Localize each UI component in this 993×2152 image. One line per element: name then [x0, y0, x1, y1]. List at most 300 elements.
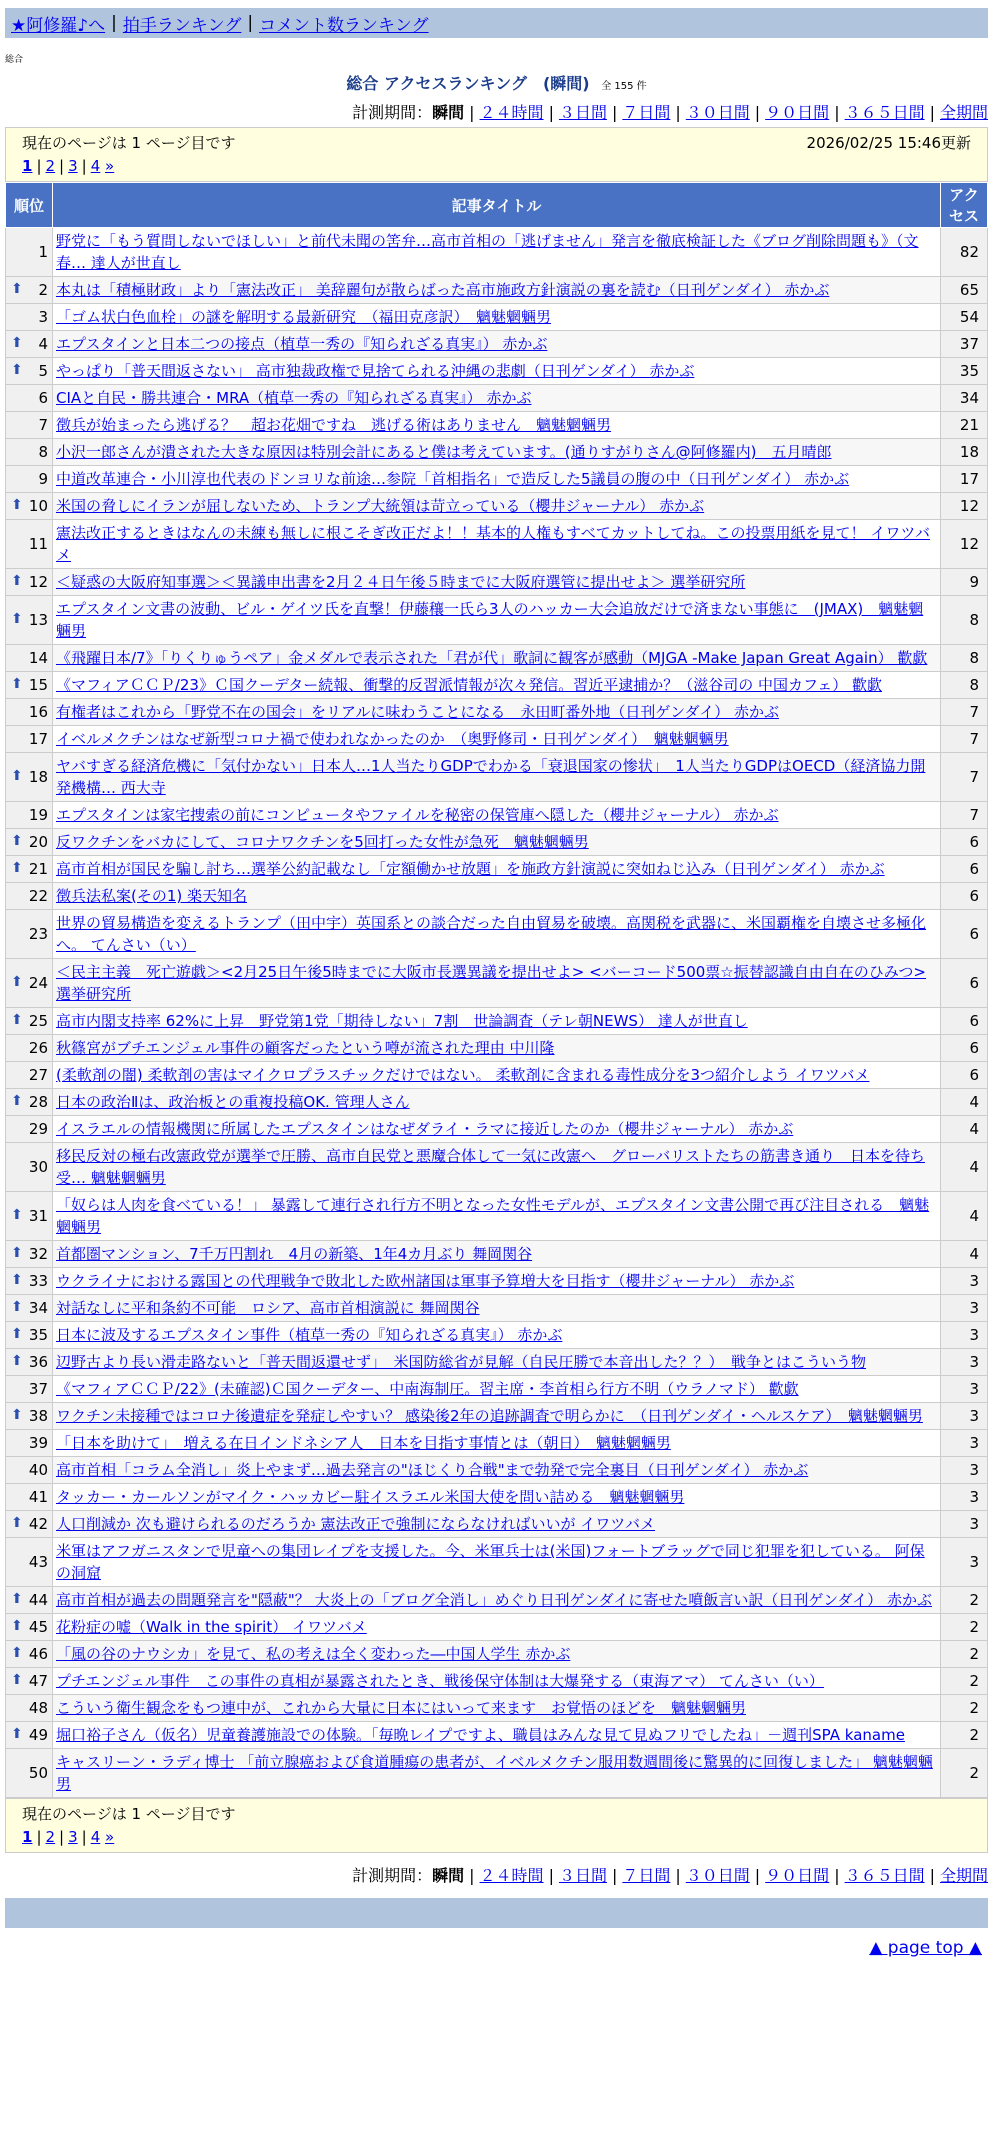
applause-ranking-link[interactable]: 拍手ランキング	[122, 15, 242, 36]
table-row	[6, 1403, 988, 1430]
title-cell	[53, 1295, 941, 1322]
article-link[interactable]: 「奴らは人肉を食べている！」 暴露して連行され行方不明となった女性モデルが、エプスタイン文書公開で再び注目される 魑魅魍魎男	[56, 1196, 930, 1236]
rank-up-arrow-icon: ⬆	[11, 1515, 23, 1531]
pager-bottom	[5, 1798, 988, 1853]
access-count: 2	[941, 1641, 988, 1668]
period-option[interactable]: ７日間	[622, 1866, 671, 1885]
table-row	[6, 829, 988, 856]
rank-number: 29	[28, 1120, 48, 1138]
article-link[interactable]: 中道改革連合・小川淳也代表のドンヨリな前途…参院「首相指名」で造反した5議員の腹の中（日刊ゲンダイ） 赤かぶ	[56, 470, 850, 488]
article-link[interactable]: プチエンジェル事件 この事件の真相が暴露されたとき、戦後保守体制は大爆発する（東海アマ） てんさい（い）	[56, 1672, 824, 1690]
access-count: 4	[941, 1192, 988, 1241]
table-row	[6, 645, 988, 672]
page-separator: |	[81, 157, 87, 175]
period-option[interactable]: ３０日間	[685, 103, 750, 122]
access-count: 4	[941, 1116, 988, 1143]
title-cell	[53, 753, 941, 802]
period-option[interactable]: ３６５日間	[844, 1866, 925, 1885]
article-link[interactable]: 《マフィアＣＣＰ/22》(未確認)Ｃ国クーデター、中南海制圧。習主席・李首相ら行方不明（ウラノマド） 歡歔	[56, 1380, 799, 1398]
rank-number: 19	[28, 806, 48, 824]
page-links	[22, 1828, 971, 1846]
article-link[interactable]: ヤバすぎる経済危機に「気付かない」日本人…1人当たりGDPでわかる「衰退国家の惨状」 1人当たりGDPはOECD（経済協力開発機構… 西大寺	[56, 757, 926, 797]
access-count: 3	[941, 1403, 988, 1430]
title-cell	[53, 1430, 941, 1457]
table-row	[6, 412, 988, 439]
rank-number: 6	[38, 389, 48, 407]
rank-cell	[6, 331, 53, 358]
title-cell	[53, 645, 941, 672]
table-row	[6, 959, 988, 1008]
title-cell	[53, 228, 941, 277]
rank-cell	[6, 520, 53, 569]
period-separator: |	[834, 1866, 840, 1885]
article-link[interactable]: 世界の貿易構造を変えるトランプ（田中宇）英国系との談合だった自由貿易を破壊。高関税を武器に、米国覇権を自壊させ多極化へ。 てんさい（い）	[56, 914, 927, 954]
table-row	[6, 1376, 988, 1403]
access-count: 6	[941, 856, 988, 883]
table-row	[6, 1484, 988, 1511]
table-row	[6, 520, 988, 569]
rank-cell	[6, 910, 53, 959]
rank-cell	[6, 1008, 53, 1035]
rank-cell	[6, 569, 53, 596]
period-option[interactable]: ９０日間	[765, 1866, 830, 1885]
rank-cell	[6, 1062, 53, 1089]
page-link[interactable]: 1	[22, 1828, 33, 1846]
rank-cell	[6, 1295, 53, 1322]
rank-up-arrow-icon: ⬆	[11, 1012, 23, 1028]
article-link[interactable]: 「ゴム状白色血栓」の謎を解明する最新研究 （福田克彦訳） 魑魅魍魎男	[56, 308, 552, 326]
period-option[interactable]: ３６５日間	[844, 103, 925, 122]
title-cell	[53, 1641, 941, 1668]
period-selector-bottom	[5, 1863, 988, 1886]
table-row	[6, 1089, 988, 1116]
access-count: 3	[941, 1484, 988, 1511]
table-row	[6, 1035, 988, 1062]
period-label: 計測期間：	[352, 103, 433, 122]
rank-cell	[6, 358, 53, 385]
access-count: 6	[941, 883, 988, 910]
access-count: 4	[941, 1241, 988, 1268]
page-link[interactable]: 2	[45, 157, 56, 175]
rank-cell	[6, 1376, 53, 1403]
home-link[interactable]: ★阿修羅♪へ	[11, 15, 106, 36]
article-link[interactable]: 高市首相が過去の問題発言を"隠蔽"？ 大炎上の「ブログ全消し」めぐり日刊ゲンダイに寄せた噴飯言い訳（日刊ゲンダイ） 赤かぶ	[56, 1591, 932, 1609]
period-separator: |	[548, 1866, 554, 1885]
rank-cell	[6, 753, 53, 802]
rank-up-arrow-icon: ⬆	[11, 1618, 23, 1634]
comment-ranking-link[interactable]: コメント数ランキング	[259, 15, 429, 36]
table-row	[6, 1668, 988, 1695]
access-count: 82	[941, 228, 988, 277]
period-option: 瞬間	[432, 1866, 465, 1885]
access-count: 6	[941, 959, 988, 1008]
access-count: 2	[941, 1614, 988, 1641]
rank-header: 順位	[6, 183, 53, 228]
rank-cell	[6, 1695, 53, 1722]
access-count: 35	[941, 358, 988, 385]
rank-number: 31	[28, 1207, 48, 1225]
access-count: 4	[941, 1089, 988, 1116]
rank-number: 48	[28, 1699, 48, 1717]
period-separator: |	[675, 103, 681, 122]
title-cell	[53, 856, 941, 883]
title-cell	[53, 1722, 941, 1749]
title-cell	[53, 802, 941, 829]
rank-number: 13	[28, 611, 48, 629]
rank-cell	[6, 1403, 53, 1430]
article-link[interactable]: 徴兵法私案(その1) 楽天知名	[56, 887, 248, 905]
title-cell	[53, 1403, 941, 1430]
table-row	[6, 358, 988, 385]
table-row	[6, 1614, 988, 1641]
article-link[interactable]: 小沢一郎さんが潰された大きな原因は特別会計にあると僕は考えています。(通りすがりさん@阿修羅内) 五月晴郎	[56, 443, 832, 461]
article-link[interactable]: イベルメクチンはなぜ新型コロナ禍で使われなかったのか （奥野修司・日刊ゲンダイ） 魑魅魍魎男	[56, 730, 729, 748]
table-row	[6, 493, 988, 520]
access-count: 6	[941, 1035, 988, 1062]
rank-cell	[6, 1116, 53, 1143]
article-link[interactable]: 高市首相が国民を騙し討ち…選挙公約記載なし「定額働かせ放題」を施政方針演説に突如ねじ込み（日刊ゲンダイ） 赤かぶ	[56, 860, 885, 878]
access-count: 6	[941, 1062, 988, 1089]
access-count: 4	[941, 1143, 988, 1192]
rank-cell	[6, 829, 53, 856]
rank-number: 27	[28, 1066, 48, 1084]
rank-up-arrow-icon: ⬆	[11, 1207, 23, 1223]
rank-cell	[6, 412, 53, 439]
table-row	[6, 228, 988, 277]
rank-number: 25	[28, 1012, 48, 1030]
article-link[interactable]: 「日本を助けて」 増える在日インドネシア人 日本を目指す事情とは（朝日） 魑魅魍魎男	[56, 1434, 671, 1452]
article-link[interactable]: エプスタインと日本二つの接点（植草一秀の『知られざる真実』） 赤かぶ	[56, 335, 548, 353]
rank-number: 26	[28, 1039, 48, 1057]
rank-cell	[6, 228, 53, 277]
access-count: 3	[941, 1268, 988, 1295]
rank-number: 16	[28, 703, 48, 721]
access-count: 3	[941, 1349, 988, 1376]
access-count: 8	[941, 672, 988, 699]
rank-cell	[6, 1722, 53, 1749]
article-link[interactable]: 徴兵が始まったら逃げる？ 超お花畑ですね 逃げる術はありません 魑魅魍魎男	[56, 416, 612, 434]
rank-cell	[6, 1268, 53, 1295]
rank-cell	[6, 672, 53, 699]
page-link[interactable]: 4	[90, 1828, 101, 1846]
table-row	[6, 596, 988, 645]
article-link[interactable]: 日本の政治Ⅱは、政治板との重複投稿OK. 管理人さん	[56, 1093, 410, 1111]
article-link[interactable]: 《飛躍日本/7》「りくりゅうペア」金メダルで表示された「君が代」歌詞に観客が感動（MJGA -Make Japan Great Again） 歡歔	[56, 649, 928, 667]
page-title	[5, 71, 988, 94]
title-cell	[53, 699, 941, 726]
rank-cell	[6, 596, 53, 645]
rank-cell	[6, 1143, 53, 1192]
rank-cell	[6, 1641, 53, 1668]
rank-up-arrow-icon: ⬆	[11, 1672, 23, 1688]
access-count: 7	[941, 753, 988, 802]
title-cell	[53, 358, 941, 385]
page-separator: |	[36, 1828, 42, 1846]
period-separator: |	[611, 103, 618, 122]
article-link[interactable]: 《マフィアＣＣＰ/23》Ｃ国クーデター続報、衝撃的反習派情報が次々発信。習近平逮捕か？（滋谷司の 中国カフェ） 歡歔	[56, 676, 882, 694]
period-option[interactable]: ２４時間	[479, 103, 544, 122]
rank-number: 50	[28, 1764, 48, 1782]
table-row	[6, 1295, 988, 1322]
page-separator: |	[81, 1828, 87, 1846]
article-link[interactable]: エプスタイン文書の波動、ビル・ゲイツ氏を直撃！伊藤穰一氏ら3人のハッカー大会追放だけで済まない事態に (JMAX) 魑魅魍魎男	[56, 600, 924, 640]
article-link[interactable]: 高市内閣支持率 62%に上昇 野党第1党「期待しない」7割 世論調査（テレ朝NEWS） 達人が世直し	[56, 1012, 748, 1030]
article-link[interactable]: エプスタインは家宅捜索の前にコンピュータやファイルを秘密の保管庫へ隠した（櫻井ジャーナル） 赤かぶ	[56, 806, 779, 824]
article-link[interactable]: (柔軟剤の闇) 柔軟剤の害はマイクロプラスチックだけではない。 柔軟剤に含まれる毒性成分を3つ紹介しよう イワツバメ	[56, 1066, 870, 1084]
period-separator: |	[611, 1866, 618, 1885]
table-row	[6, 699, 988, 726]
access-count: 3	[941, 1376, 988, 1403]
rank-cell	[6, 1668, 53, 1695]
table-row	[6, 883, 988, 910]
rank-up-arrow-icon: ⬆	[11, 335, 23, 351]
article-link[interactable]: CIAと自民・勝共連合・MRA（植草一秀の『知られざる真実』） 赤かぶ	[56, 389, 532, 407]
access-count: 3	[941, 1511, 988, 1538]
article-link[interactable]: 有権者はこれから「野党不在の国会」をリアルに味わうことになる 永田町番外地（日刊ゲンダイ） 赤かぶ	[56, 703, 779, 721]
rank-number: 35	[28, 1326, 48, 1344]
rank-number: 12	[28, 573, 48, 591]
period-option[interactable]: ３日間	[558, 103, 607, 122]
rank-number: 42	[28, 1515, 48, 1533]
rank-cell	[6, 277, 53, 304]
rank-up-arrow-icon: ⬆	[11, 1407, 23, 1423]
article-link[interactable]: 花粉症の嘘（Walk in the spirit） イワツバメ	[56, 1618, 367, 1636]
title-cell	[53, 829, 941, 856]
rank-up-arrow-icon: ⬆	[11, 833, 23, 849]
article-link[interactable]: 堀口裕子さん（仮名）児童養護施設での体験。「毎晩レイプですよ、職員はみんな見て見ぬフリでしたね」－週刊SPA kaname	[56, 1726, 905, 1744]
access-count: 8	[941, 596, 988, 645]
title-cell	[53, 1668, 941, 1695]
period-option[interactable]: 全期間	[939, 103, 988, 122]
period-option[interactable]: ３０日間	[685, 1866, 750, 1885]
period-option[interactable]: 全期間	[939, 1866, 988, 1885]
rank-up-arrow-icon: ⬆	[11, 1093, 23, 1109]
article-link[interactable]: 移民反対の極右改憲政党が選挙で圧勝、高市自民党と悪魔合体して一気に改憲へ グローバリストたちの筋書き通り 日本を待ち受… 魑魅魍魎男	[56, 1147, 925, 1187]
article-link[interactable]: ＜疑惑の大阪府知事選＞＜異議申出書を2月２４日午後５時までに大阪府選管に提出せよ＞ 選挙研究所	[56, 573, 746, 591]
period-option: 瞬間	[432, 103, 465, 122]
rank-number: 4	[38, 335, 48, 353]
article-link[interactable]: 本丸は「積極財政」より「憲法改正」 美辞麗句が散らばった高市施政方針演説の裏を読む（日刊ゲンダイ） 赤かぶ	[56, 281, 830, 299]
title-cell	[53, 466, 941, 493]
table-row	[6, 1322, 988, 1349]
rank-cell	[6, 439, 53, 466]
period-option[interactable]: ９０日間	[765, 103, 830, 122]
rank-number: 28	[28, 1093, 48, 1111]
rank-cell	[6, 1241, 53, 1268]
rank-number: 32	[28, 1245, 48, 1263]
access-count: 2	[941, 1587, 988, 1614]
rank-cell	[6, 466, 53, 493]
rank-number: 47	[28, 1672, 48, 1690]
rank-number: 8	[38, 443, 48, 461]
rank-up-arrow-icon: ⬆	[11, 1299, 23, 1315]
article-link[interactable]: ＜民主主義 死亡遊戯＞<2月25日午後5時までに大阪市長選異議を提出せよ> <バーコード500票☆振替認識自由自在のひみつ> 選挙研究所	[56, 963, 926, 1003]
article-link[interactable]: 米軍はアフガニスタンで児童への集団レイプを支援した。今、米軍兵士は(米国)フォートブラッグで同じ犯罪を犯している。 阿保の洞窟	[56, 1542, 925, 1582]
title-cell	[53, 1008, 941, 1035]
rank-cell	[6, 699, 53, 726]
title-cell	[53, 569, 941, 596]
table-row	[6, 1538, 988, 1587]
table-row	[6, 466, 988, 493]
table-row	[6, 1241, 988, 1268]
access-count: 3	[941, 1322, 988, 1349]
period-separator: |	[834, 103, 840, 122]
article-link[interactable]: 「風の谷のナウシカ」を見て、私の考えは全く変わった―中国人学生 赤かぶ	[56, 1645, 571, 1663]
article-link[interactable]: キャスリーン・ラディ博士 「前立腺癌および食道腫瘍の患者が、イベルメクチン服用数週間後に驚異的に回復しました」 魑魅魍魎男	[56, 1753, 933, 1793]
access-count: 12	[941, 520, 988, 569]
access-count: 17	[941, 466, 988, 493]
table-row	[6, 277, 988, 304]
article-link[interactable]: 対話なしに平和条約不可能 ロシア、高市首相演説に 舞岡関谷	[56, 1299, 480, 1317]
page-link[interactable]: 2	[45, 1828, 56, 1846]
period-option[interactable]: ２４時間	[479, 1866, 544, 1885]
access-count: 7	[941, 699, 988, 726]
article-link[interactable]: 秋篠宮がブチエンジェル事件の顧客だったという噂が流された理由 中川隆	[56, 1039, 555, 1057]
title-cell	[53, 1062, 941, 1089]
rank-number: 24	[28, 974, 48, 992]
article-link[interactable]: ワクチン未接種ではコロナ後遺症を発症しやすい？ 感染後2年の追跡調査で明らかに （日刊ゲンダイ・ヘルスケア） 魑魅魍魎男	[56, 1407, 923, 1425]
rank-cell	[6, 1484, 53, 1511]
rank-cell	[6, 802, 53, 829]
period-option[interactable]: ７日間	[622, 103, 671, 122]
access-count: 54	[941, 304, 988, 331]
rank-number: 5	[38, 362, 48, 380]
period-separator: |	[929, 1866, 935, 1885]
title-cell	[53, 1511, 941, 1538]
article-link[interactable]: 憲法改正するときはなんの未練も無しに根こそぎ改正だよ！！基本的人権もすべてカットしてね。この投票用紙を見て！ イワツバメ	[56, 524, 931, 564]
rank-number: 30	[28, 1158, 48, 1176]
category-label: 総合	[5, 55, 24, 65]
rank-cell	[6, 1430, 53, 1457]
article-link[interactable]: 人口削減か 次も避けられるのだろうか 憲法改正で強制にならなければいいが イワツバメ	[56, 1515, 656, 1533]
updated-timestamp: 2026/02/25 15:46更新	[806, 134, 971, 152]
rank-number: 34	[28, 1299, 48, 1317]
title-cell	[53, 385, 941, 412]
rank-cell	[6, 304, 53, 331]
rank-number: 43	[28, 1553, 48, 1571]
rank-number: 15	[28, 676, 48, 694]
table-row	[6, 1192, 988, 1241]
period-separator: |	[929, 103, 935, 122]
access-count: 65	[941, 277, 988, 304]
table-row	[6, 1722, 988, 1749]
article-link[interactable]: タッカー・カールソンがマイク・ハッカビー駐イスラエル米国大使を問い詰める 魑魅魍魎男	[56, 1488, 685, 1506]
page-link[interactable]: 3	[68, 157, 78, 175]
article-link[interactable]: やっぱり「普天間返さない」 高市独裁政権で見捨てられる沖縄の悲劇（日刊ゲンダイ） 赤かぶ	[56, 362, 695, 380]
access-count: 34	[941, 385, 988, 412]
table-row	[6, 1695, 988, 1722]
rank-number: 14	[28, 649, 48, 667]
article-link[interactable]: 日本に波及するエプスタイン事件（植草一秀の『知られざる真実』） 赤かぶ	[56, 1326, 563, 1344]
title-cell	[53, 1457, 941, 1484]
rank-number: 46	[28, 1645, 48, 1663]
rank-up-arrow-icon: ⬆	[11, 362, 23, 378]
access-count: 12	[941, 493, 988, 520]
title-cell	[53, 883, 941, 910]
rank-number: 33	[28, 1272, 48, 1290]
rank-number: 44	[28, 1591, 48, 1609]
table-row	[6, 1749, 988, 1798]
title-cell	[53, 1749, 941, 1798]
article-link[interactable]: 反ワクチンをバカにして、コロナワクチンを5回打った女性が急死 魑魅魍魎男	[56, 833, 589, 851]
access-header: アクセス	[941, 183, 988, 228]
rank-cell	[6, 385, 53, 412]
table-row	[6, 910, 988, 959]
title-cell	[53, 1587, 941, 1614]
period-separator: |	[675, 1866, 681, 1885]
page-link[interactable]: 3	[68, 1828, 78, 1846]
page-link[interactable]: 4	[90, 157, 101, 175]
title-header: 記事タイトル	[53, 183, 941, 228]
table-row	[6, 1430, 988, 1457]
article-link[interactable]: ウクライナにおける露国との代理戦争で敗北した欧州諸国は軍事予算増大を目指す（櫻井ジャーナル） 赤かぶ	[56, 1272, 795, 1290]
title-cell	[53, 959, 941, 1008]
article-link[interactable]: こういう衛生観念をもつ連中が、これから大量に日本にはいって来ます お覚悟のほどを 魑魅魍魎男	[56, 1699, 747, 1717]
access-count: 7	[941, 726, 988, 753]
rank-number: 22	[28, 887, 48, 905]
access-count: 2	[941, 1695, 988, 1722]
period-option[interactable]: ３日間	[558, 1866, 607, 1885]
table-row	[6, 439, 988, 466]
rank-cell	[6, 1511, 53, 1538]
page-top-link[interactable]: ▲ page top ▲	[869, 1938, 982, 1958]
rank-up-arrow-icon: ⬆	[11, 611, 23, 627]
rank-up-arrow-icon: ⬆	[11, 573, 23, 589]
access-count: 3	[941, 1430, 988, 1457]
rank-up-arrow-icon: ⬆	[11, 676, 23, 692]
access-count: 21	[941, 412, 988, 439]
access-count: 3	[941, 1538, 988, 1587]
table-row	[6, 331, 988, 358]
access-count: 8	[941, 645, 988, 672]
table-row	[6, 726, 988, 753]
rank-number: 41	[28, 1488, 48, 1506]
title-cell	[53, 439, 941, 466]
rank-cell	[6, 1538, 53, 1587]
title-cell	[53, 304, 941, 331]
article-link[interactable]: 米国の脅しにイランが屈しないため、トランプ大統領は苛立っている（櫻井ジャーナル） 赤かぶ	[56, 497, 705, 515]
period-separator: |	[548, 103, 554, 122]
article-link[interactable]: 高市首相「コラム全消し」炎上やまず…過去発言の"ほじくり合戦"まで勃発で完全裏目（日刊ゲンダイ） 赤かぶ	[56, 1461, 809, 1479]
access-count: 2	[941, 1749, 988, 1798]
article-link[interactable]: 首都圏マンション、7千万円割れ 4月の新築、1年4カ月ぶり 舞岡関谷	[56, 1245, 533, 1263]
nav-separator: |	[111, 13, 117, 33]
table-row	[6, 1349, 988, 1376]
next-page-link[interactable]: »	[105, 1828, 115, 1846]
rank-cell	[6, 1349, 53, 1376]
title-cell	[53, 520, 941, 569]
article-link[interactable]: イスラエルの情報機関に所属したエプスタインはなぜダライ・ラマに接近したのか（櫻井ジャーナル） 赤かぶ	[56, 1120, 794, 1138]
access-count: 6	[941, 829, 988, 856]
rank-number: 21	[28, 860, 48, 878]
rank-number: 1	[38, 243, 48, 261]
article-link[interactable]: 辺野古より長い滑走路ないと「普天間返還せず」 米国防総省が見解（自民圧勝で本音出した？？） 戦争とはこういう物	[56, 1353, 867, 1371]
page-link[interactable]: 1	[22, 157, 33, 175]
title-cell	[53, 1192, 941, 1241]
rank-up-arrow-icon: ⬆	[11, 974, 23, 990]
article-link[interactable]: 野党に「もう質問しないでほしい」と前代未聞の筈弁…高市首相の「逃げません」発言を徹底検証した《ブログ削除問題も》（文春… 達人が世直し	[56, 232, 919, 272]
rank-cell	[6, 1749, 53, 1798]
title-cell	[53, 910, 941, 959]
period-separator: |	[754, 1866, 761, 1885]
table-row	[6, 1268, 988, 1295]
title-cell	[53, 1695, 941, 1722]
access-count: 9	[941, 569, 988, 596]
next-page-link[interactable]: »	[105, 157, 115, 175]
table-row	[6, 385, 988, 412]
rank-up-arrow-icon: ⬆	[11, 1272, 23, 1288]
rank-cell	[6, 1035, 53, 1062]
